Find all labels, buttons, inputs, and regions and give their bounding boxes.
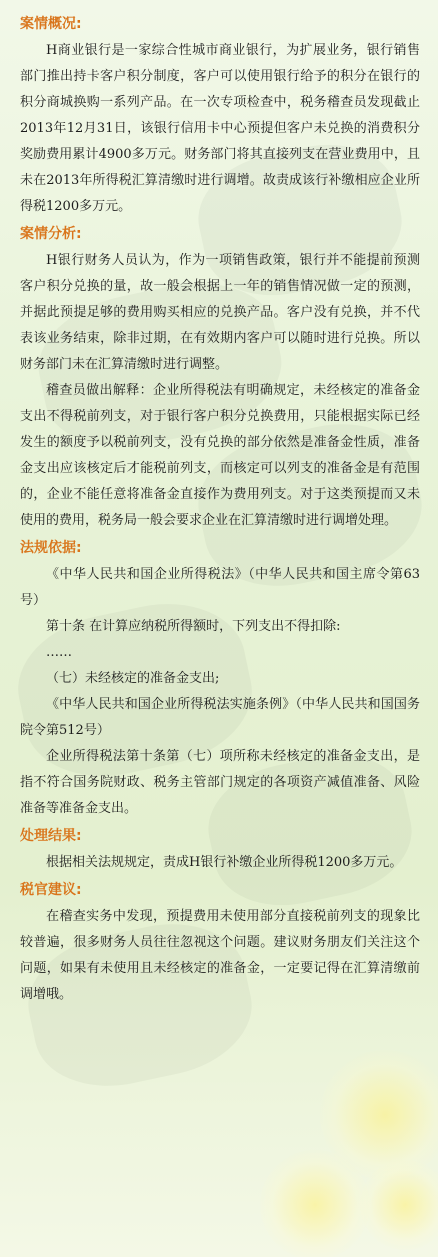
result-paragraph-1: 根据相关法规规定，责成H银行补缴企业所得税1200多万元。	[46, 855, 403, 870]
advice-paragraph-1: 在稽查实务中发现，预提费用未使用部分直接税前列支的现象比较普遍，很多财务人员往往忽视这个问题。建议财务朋友们关注这个问题，如果有未使用且未经核定的准备金，一定要记得在汇算清缴前调增哦。	[20, 909, 420, 1002]
legal-paragraph-3: ……	[46, 645, 72, 660]
overview-paragraph-1: H商业银行是一家综合性城市商业银行，为扩展业务，银行销售部门推出持卡客户积分制度，客户可以使用银行给予的积分在银行的积分商城换购一系列产品。在一次专项检查中，税务稽查员发现截止2013年12月31日，该银行信用卡中心预提但客户未兑换的消费积分奖励费用累计4900多万元。财务部门将其直接列支在营业费用中，且未在2013年所得税汇算清缴时进行调增。故责成该行补缴相应企业所得税1200多万元。	[20, 43, 420, 214]
legal-paragraph-1: 《中华人民共和国企业所得税法》（中华人民共和国主席令第63号）	[20, 567, 420, 608]
section-heading-result: 处理结果:	[20, 828, 82, 844]
legal-paragraph-2: 第十条 在计算应纳税所得额时，下列支出不得扣除:	[46, 619, 341, 634]
legal-paragraph-6: 企业所得税法第十条第（七）项所称未经核定的准备金支出，是指不符合国务院财政、税务主管部门规定的各项资产减值准备、风险准备等准备金支出。	[20, 749, 420, 816]
legal-paragraph-5: 《中华人民共和国企业所得税法实施条例》（中华人民共和国国务院令第512号）	[20, 697, 420, 738]
analysis-paragraph-1: H银行财务人员认为，作为一项销售政策，银行并不能提前预测客户积分兑换的量，故一般会根据上一年的销售情况做一定的预测，并据此预提足够的费用购买相应的兑换产品。客户没有兑换，并不代表该业务结束，除非过期，在有效期内客户可以随时进行兑换。所以财务部门未在汇算清缴时进行调整。	[20, 253, 420, 372]
section-heading-advice: 税官建议:	[20, 882, 82, 898]
section-heading-analysis: 案情分析:	[20, 226, 82, 242]
section-heading-legal: 法规依据:	[20, 540, 82, 556]
section-heading-overview: 案情概况:	[20, 16, 82, 32]
analysis-paragraph-2: 稽查员做出解释：企业所得税法有明确规定，未经核定的准备金支出不得税前列支，对于银行客户积分兑换费用，只能根据实际已经发生的额度予以税前列支，没有兑换的部分依然是准备金性质，准备金支出应该核定后才能税前列支，而核定可以列支的准备金是有范围的，企业不能任意将准备金直接作为费用列支。对于这类预提而又未使用的费用，税务局一般会要求企业在汇算清缴时进行调增处理。	[20, 383, 420, 528]
legal-paragraph-4: （七）未经核定的准备金支出;	[46, 671, 220, 686]
